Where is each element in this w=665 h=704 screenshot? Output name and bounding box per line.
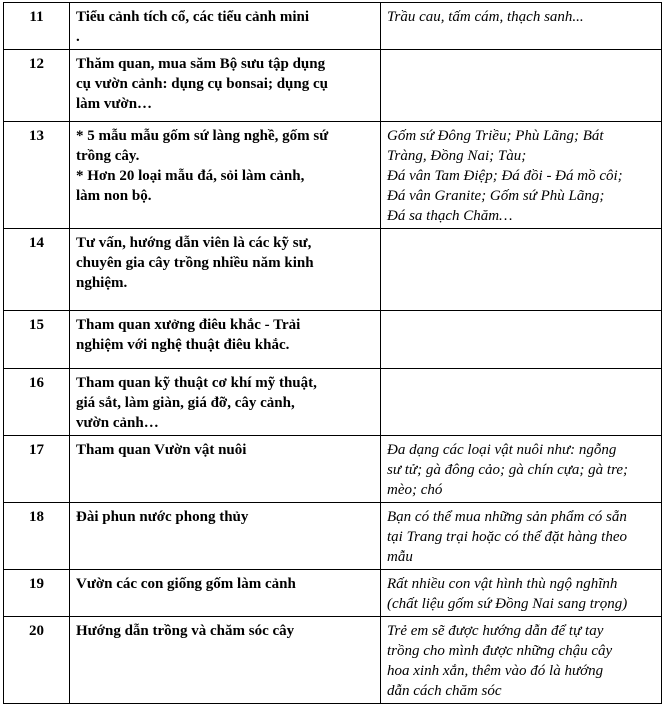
activity-line: * 5 mẫu mẫu gốm sứ làng nghề, gốm sứ [76, 128, 329, 144]
note-cell [381, 50, 662, 122]
activity-cell [70, 229, 381, 311]
table-row [4, 3, 662, 50]
note-line: Bạn có thể mua những sản phẩm có sẵn [387, 509, 627, 525]
activity-line: Tham quan Vườn vật nuôi [76, 442, 247, 458]
note-line: mẫu [387, 549, 413, 565]
row-number: 13 [4, 122, 70, 229]
note-line: Đá vân Tam Điệp; Đá đồi - Đá mồ côi; [387, 168, 623, 184]
note-line: (chất liệu gốm sứ Đồng Nai sang trọng) [387, 596, 628, 612]
note-line: hoa xinh xắn, thêm vào đó là hướng [387, 663, 604, 679]
row-number: 16 [4, 369, 70, 436]
note-line: sư tử; gà đông cảo; gà chín cựa; gà tre; [387, 462, 629, 478]
activity-line: giá sắt, làm giàn, giá đỡ, cây cảnh, [76, 395, 295, 411]
row-number: 12 [4, 50, 70, 122]
activity-cell [70, 3, 381, 50]
table-row [4, 122, 662, 229]
table-row [4, 311, 662, 369]
table-row [4, 50, 662, 122]
activity-line: làm non bộ. [76, 188, 152, 204]
note-line: mèo; chó [387, 482, 443, 498]
note-line: Đá vân Granite; Gốm sứ Phù Lãng; [387, 188, 605, 204]
activity-cell [70, 369, 381, 436]
note-cell [381, 229, 662, 311]
activity-cell [70, 50, 381, 122]
activity-line: Tham quan xưởng điêu khắc - Trải [76, 317, 301, 333]
activity-cell [70, 570, 381, 617]
note-cell [381, 311, 662, 369]
activity-line: Tham quan kỹ thuật cơ khí mỹ thuật, [76, 375, 317, 391]
note-cell [381, 617, 662, 704]
row-number: 20 [4, 617, 70, 704]
note-line: dẫn cách chăm sóc [387, 683, 502, 699]
activity-line: vườn cảnh… [76, 415, 159, 431]
table-row [4, 570, 662, 617]
activity-cell [70, 122, 381, 229]
table-row [4, 369, 662, 436]
note-line: Trầu cau, tấm cám, thạch sanh... [387, 9, 584, 25]
activity-line: Thăm quan, mua săm Bộ sưu tập dụng [76, 56, 326, 72]
note-cell [381, 503, 662, 570]
note-line: Trẻ em sẽ được hướng dẫn để tự tay [387, 623, 604, 639]
activity-line: Hướng dẫn trồng và chăm sóc cây [76, 623, 295, 639]
activity-line: Đài phun nước phong thủy [76, 509, 249, 525]
activity-line: trồng cây. [76, 148, 140, 164]
activity-line: cụ vườn cảnh: dụng cụ bonsai; dụng cụ [76, 76, 328, 92]
row-number: 14 [4, 229, 70, 311]
activity-cell [70, 617, 381, 704]
note-line: tại Trang trại hoặc có thể đặt hàng theo [387, 529, 627, 545]
activity-line: làm vườn… [76, 96, 153, 112]
activity-line: chuyên gia cây trồng nhiều năm kinh [76, 255, 314, 271]
note-cell [381, 3, 662, 50]
table-row [4, 229, 662, 311]
activity-line: nghiệm với nghệ thuật điêu khắc. [76, 337, 290, 353]
note-line: Đa dạng các loại vật nuôi như: ngỗng [387, 442, 617, 458]
row-number: 11 [4, 3, 70, 50]
table-row [4, 503, 662, 570]
activity-line: nghiệm. [76, 275, 128, 291]
note-line: Đá sa thạch Chăm… [387, 208, 513, 224]
activity-line: Vườn các con giống gốm làm cảnh [76, 576, 296, 592]
note-cell [381, 122, 662, 229]
note-cell [381, 369, 662, 436]
table-row [4, 617, 662, 704]
activity-cell [70, 436, 381, 503]
note-line: trồng cho mình được những chậu cây [387, 643, 613, 659]
note-line: Gốm sứ Đông Triều; Phù Lãng; Bát [387, 128, 604, 144]
activity-line: Tiểu cảnh tích cổ, các tiểu cảnh mini [76, 9, 310, 25]
row-number: 19 [4, 570, 70, 617]
note-cell [381, 570, 662, 617]
row-number: 15 [4, 311, 70, 369]
activity-line: Tư vấn, hướng dẫn viên là các kỹ sư, [76, 235, 312, 251]
activity-cell [70, 311, 381, 369]
note-line: Tràng, Đồng Nai; Tàu; [387, 148, 527, 164]
activity-line: * Hơn 20 loại mẫu đá, sỏi làm cảnh, [76, 168, 305, 184]
activities-table [3, 2, 662, 704]
row-number: 17 [4, 436, 70, 503]
activity-line: . [76, 29, 80, 45]
row-number: 18 [4, 503, 70, 570]
note-line: Rất nhiều con vật hình thù ngộ nghĩnh [387, 576, 618, 592]
table-row [4, 436, 662, 503]
activity-cell [70, 503, 381, 570]
note-cell [381, 436, 662, 503]
